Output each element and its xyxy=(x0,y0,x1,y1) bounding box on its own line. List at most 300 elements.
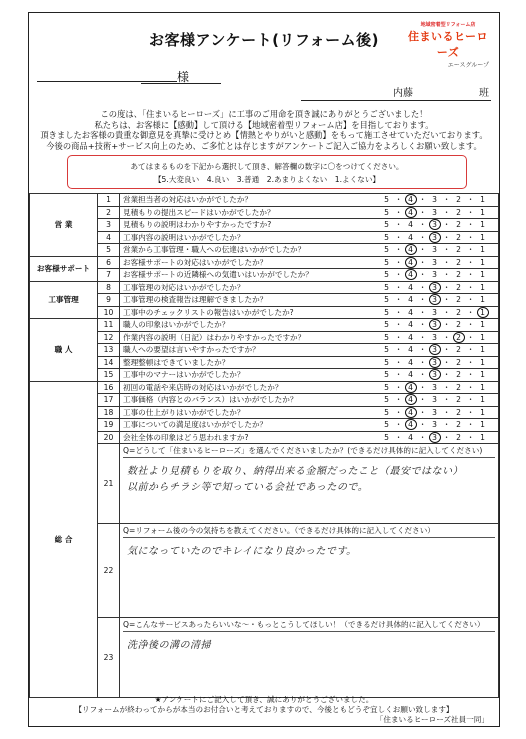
intro-line: 今後の商品+技術+サービス向上のため、ご多忙とは存じますがアンケートご記入ご協力をよろしくお願い致します。 xyxy=(46,140,482,151)
rating-separator: ・ xyxy=(418,320,427,330)
rating-separator: ・ xyxy=(442,232,451,242)
rating-option: 1 xyxy=(480,320,485,330)
rating-option: 5 xyxy=(384,320,389,330)
question-number: 16 xyxy=(98,381,120,394)
rating-separator: ・ xyxy=(418,420,427,430)
free-answer-cell xyxy=(120,618,499,698)
rating-option: 4 xyxy=(408,345,413,355)
rating-separator: ・ xyxy=(418,220,427,230)
rating-option: 1 xyxy=(480,195,485,205)
category-support: お客様サポート xyxy=(30,256,98,281)
rating-option: 5 xyxy=(384,432,389,442)
rating-options xyxy=(375,331,499,344)
rating-option: 2 xyxy=(456,432,461,442)
rating-separator: ・ xyxy=(466,232,475,242)
question-text: 職人の印象はいかがでしたか？ xyxy=(120,319,375,332)
rating-separator: ・ xyxy=(466,320,475,330)
rating-separator: ・ xyxy=(418,295,427,305)
rating-separator: ・ xyxy=(466,382,475,392)
question-number: 9 xyxy=(98,294,120,307)
rating-option: 5 xyxy=(384,245,389,255)
rating-separator: ・ xyxy=(394,245,403,255)
rating-option: 2 xyxy=(456,282,461,292)
rating-options xyxy=(375,269,499,282)
question-text: 営業から工事管理・職人への伝達はいかがでしたか？ xyxy=(120,244,375,257)
rating-option-selected: 3 xyxy=(429,282,441,293)
question-number: 4 xyxy=(98,231,120,244)
rating-option: 1 xyxy=(480,345,485,355)
rating-option: 1 xyxy=(480,357,485,367)
intro-line: この度は、「住まいるヒーローズ」に工事のご用命を頂き誠にありがとうございました！ xyxy=(100,109,428,119)
rating-option-selected: 3 xyxy=(429,219,441,230)
rating-separator: ・ xyxy=(418,282,427,292)
rating-separator: ・ xyxy=(466,307,475,317)
rating-separator: ・ xyxy=(394,320,403,330)
rating-separator: ・ xyxy=(442,420,451,430)
staff-field xyxy=(301,87,491,101)
survey-sheet xyxy=(28,12,500,727)
rating-option: 2 xyxy=(456,220,461,230)
rating-separator: ・ xyxy=(442,245,451,255)
rating-separator: ・ xyxy=(394,432,403,442)
rating-separator: ・ xyxy=(394,332,403,342)
question-row xyxy=(30,381,499,394)
rating-options xyxy=(375,281,499,294)
rating-option: 1 xyxy=(480,220,485,230)
customer-honorific: 様 xyxy=(177,70,190,84)
rating-separator: ・ xyxy=(394,345,403,355)
question-number: 15 xyxy=(98,369,120,382)
question-row xyxy=(30,356,499,369)
rating-separator: ・ xyxy=(466,357,475,367)
rating-separator: ・ xyxy=(442,295,451,305)
rating-separator: ・ xyxy=(466,420,475,430)
instruction-line: あてはまるものを下記から選択して頂き、解答欄の数字に〇をつけてください。 xyxy=(130,162,404,171)
rating-separator: ・ xyxy=(394,257,403,267)
rating-option: 2 xyxy=(456,407,461,417)
question-text: お客様サポートの対応はいかがでしたか？ xyxy=(120,256,375,269)
rating-option: 1 xyxy=(480,207,485,217)
rating-option: 2 xyxy=(456,420,461,430)
footer xyxy=(29,695,499,725)
rating-separator: ・ xyxy=(466,370,475,380)
rating-option: 1 xyxy=(480,382,485,392)
rating-separator: ・ xyxy=(442,332,451,342)
rating-option: 1 xyxy=(480,270,485,280)
rating-option: 1 xyxy=(480,245,485,255)
rating-option: 1 xyxy=(480,370,485,380)
rating-option-selected: 1 xyxy=(477,307,489,318)
rating-separator: ・ xyxy=(466,282,475,292)
footer-signature: 「住まいるヒーローズ社員一同」 xyxy=(375,715,489,724)
rating-separator: ・ xyxy=(418,207,427,217)
rating-option-selected: 4 xyxy=(405,194,417,205)
rating-separator: ・ xyxy=(394,370,403,380)
rating-option: 2 xyxy=(456,395,461,405)
rating-separator: ・ xyxy=(466,332,475,342)
question-number: 19 xyxy=(98,419,120,432)
rating-separator: ・ xyxy=(418,357,427,367)
question-row xyxy=(30,431,499,444)
rating-option: 2 xyxy=(456,270,461,280)
question-row xyxy=(30,219,499,232)
footer-thanks: ★アンケートにご記入して頂き、誠にありがとうございました。 xyxy=(154,695,374,704)
question-text: 工事の仕上がりはいかがでしたか？ xyxy=(120,406,375,419)
rating-option: 3 xyxy=(432,382,437,392)
rating-separator: ・ xyxy=(442,382,451,392)
rating-option-selected: 4 xyxy=(405,269,417,280)
rating-option: 5 xyxy=(384,332,389,342)
question-text: 工事中のチェックリストの報告はいかがでしたか? xyxy=(120,306,375,319)
rating-option: 3 xyxy=(432,207,437,217)
question-row xyxy=(30,344,499,357)
rating-option-selected: 4 xyxy=(405,394,417,405)
rating-separator: ・ xyxy=(394,357,403,367)
rating-option: 5 xyxy=(384,220,389,230)
question-number: 21 xyxy=(98,444,120,524)
free-question-row xyxy=(30,618,499,698)
rating-option: 3 xyxy=(432,270,437,280)
staff-name: 内藤 xyxy=(393,88,413,99)
rating-option-selected: 3 xyxy=(429,357,441,368)
intro-line: 私たちは、お客様に【感動】して頂ける【地域密着型リフォーム店】を目指しております。 xyxy=(94,119,434,130)
rating-options xyxy=(375,419,499,432)
rating-option: 4 xyxy=(408,220,413,230)
question-number: 1 xyxy=(98,194,120,207)
rating-separator: ・ xyxy=(466,407,475,417)
question-number: 7 xyxy=(98,269,120,282)
rating-options xyxy=(375,431,499,444)
rating-separator: ・ xyxy=(466,220,475,230)
rating-option: 4 xyxy=(408,282,413,292)
rating-option: 4 xyxy=(408,432,413,442)
rating-option-selected: 3 xyxy=(429,369,441,380)
rating-separator: ・ xyxy=(418,232,427,242)
rating-separator: ・ xyxy=(418,270,427,280)
rating-separator: ・ xyxy=(418,345,427,355)
rating-separator: ・ xyxy=(442,320,451,330)
rating-separator: ・ xyxy=(418,245,427,255)
rating-options xyxy=(375,194,499,207)
question-number: 10 xyxy=(98,306,120,319)
rating-options xyxy=(375,394,499,407)
rating-option: 3 xyxy=(432,420,437,430)
question-row xyxy=(30,231,499,244)
rating-separator: ・ xyxy=(442,370,451,380)
rating-option: 2 xyxy=(456,295,461,305)
rating-separator: ・ xyxy=(418,432,427,442)
rating-separator: ・ xyxy=(466,257,475,267)
question-number: 14 xyxy=(98,356,120,369)
rating-separator: ・ xyxy=(394,207,403,217)
question-row xyxy=(30,319,499,332)
rating-option: 3 xyxy=(432,257,437,267)
rating-separator: ・ xyxy=(418,407,427,417)
rating-options xyxy=(375,406,499,419)
question-row xyxy=(30,306,499,319)
rating-separator: ・ xyxy=(466,432,475,442)
rating-option: 4 xyxy=(408,370,413,380)
question-text: 職人への要望は言いやすかったですか？ xyxy=(120,344,375,357)
rating-option-selected: 3 xyxy=(429,344,441,355)
rating-option: 2 xyxy=(456,382,461,392)
rating-options xyxy=(375,319,499,332)
logo-group: エースグループ xyxy=(447,62,489,69)
question-number: 6 xyxy=(98,256,120,269)
rating-separator: ・ xyxy=(442,270,451,280)
instruction-box xyxy=(67,155,467,189)
question-number: 23 xyxy=(98,618,120,698)
rating-option-selected: 3 xyxy=(429,294,441,305)
question-number: 18 xyxy=(98,406,120,419)
customer-name-line xyxy=(37,81,177,82)
rating-separator: ・ xyxy=(442,432,451,442)
question-row xyxy=(30,206,499,219)
question-text: 整理整頓はできていましたか？ xyxy=(120,356,375,369)
question-text: 工事管理の対応はいかがでしたか？ xyxy=(120,281,375,294)
question-row xyxy=(30,394,499,407)
question-number: 13 xyxy=(98,344,120,357)
question-row xyxy=(30,419,499,432)
rating-option: 3 xyxy=(432,407,437,417)
company-logo xyxy=(407,21,489,69)
category-sales: 営 業 xyxy=(30,194,98,257)
handwritten-line: 数社より見積もりを取り、納得出来る金額だったこと（最安ではない） xyxy=(127,466,463,477)
rating-options xyxy=(375,381,499,394)
rating-option: 2 xyxy=(456,320,461,330)
rating-separator: ・ xyxy=(466,345,475,355)
category-construction: 工事管理 xyxy=(30,281,98,319)
question-number: 20 xyxy=(98,431,120,444)
question-row xyxy=(30,294,499,307)
question-table xyxy=(29,193,499,698)
rating-option: 5 xyxy=(384,207,389,217)
free-answer-cell xyxy=(120,524,499,618)
rating-option: 4 xyxy=(408,320,413,330)
rating-option: 3 xyxy=(432,332,437,342)
rating-option: 4 xyxy=(408,357,413,367)
rating-separator: ・ xyxy=(418,332,427,342)
rating-option: 2 xyxy=(456,195,461,205)
rating-separator: ・ xyxy=(418,382,427,392)
rating-separator: ・ xyxy=(442,357,451,367)
question-number: 8 xyxy=(98,281,120,294)
rating-separator: ・ xyxy=(394,282,403,292)
rating-option-selected: 4 xyxy=(405,419,417,430)
rating-option: 5 xyxy=(384,407,389,417)
rating-separator: ・ xyxy=(394,307,403,317)
rating-options xyxy=(375,219,499,232)
rating-options xyxy=(375,256,499,269)
rating-separator: ・ xyxy=(418,257,427,267)
rating-option-selected: 3 xyxy=(429,319,441,330)
rating-separator: ・ xyxy=(418,395,427,405)
footer-message: 【リフォームが終わってからが本当のお付合いと考えておりますので、今後ともどうぞ宜しくお願い致します】 xyxy=(74,705,454,714)
rating-option: 1 xyxy=(480,257,485,267)
rating-option: 5 xyxy=(384,370,389,380)
question-number: 22 xyxy=(98,524,120,618)
rating-option: 2 xyxy=(456,307,461,317)
rating-option: 2 xyxy=(456,345,461,355)
rating-option-selected: 3 xyxy=(429,232,441,243)
rating-separator: ・ xyxy=(394,220,403,230)
rating-separator: ・ xyxy=(442,282,451,292)
question-number: 17 xyxy=(98,394,120,407)
rating-option: 1 xyxy=(480,432,485,442)
rating-option-selected: 4 xyxy=(405,244,417,255)
rating-separator: ・ xyxy=(442,395,451,405)
rating-option: 4 xyxy=(408,307,413,317)
question-row xyxy=(30,269,499,282)
question-row xyxy=(30,331,499,344)
question-row xyxy=(30,256,499,269)
question-text: 工事内容の説明はいかがでしたか？ xyxy=(120,231,375,244)
free-question-row xyxy=(30,444,499,524)
rating-option-selected: 4 xyxy=(405,407,417,418)
question-number: 12 xyxy=(98,331,120,344)
rating-option: 1 xyxy=(480,282,485,292)
rating-separator: ・ xyxy=(442,307,451,317)
rating-option: 3 xyxy=(432,245,437,255)
free-question-label: Q=こんなサービスあったらいいな〜・もっとこうしてほしい！（できるだけ具体的に記入してください） xyxy=(123,619,495,632)
rating-option: 2 xyxy=(456,370,461,380)
rating-option: 1 xyxy=(480,420,485,430)
free-question-label: Q=どうして「住まいるヒーローズ」を選んでくださいましたか？(できるだけ具体的に記入してください) xyxy=(123,445,495,458)
handwritten-line: 洗浄後の溝の清掃 xyxy=(127,640,211,651)
rating-legend: 【5.大変良い 4.良い 3.普通 2.あまりよくない 1.よくない】 xyxy=(153,175,381,184)
rating-separator: ・ xyxy=(394,295,403,305)
rating-separator: ・ xyxy=(442,345,451,355)
rating-options xyxy=(375,231,499,244)
question-number: 5 xyxy=(98,244,120,257)
rating-separator: ・ xyxy=(394,195,403,205)
rating-option: 5 xyxy=(384,395,389,405)
intro-text xyxy=(29,109,499,151)
rating-option: 3 xyxy=(432,195,437,205)
rating-option: 2 xyxy=(456,357,461,367)
rating-separator: ・ xyxy=(442,407,451,417)
question-text: 営業担当者の対応はいかがでしたか？ xyxy=(120,194,375,207)
rating-separator: ・ xyxy=(466,295,475,305)
rating-option-selected: 4 xyxy=(405,257,417,268)
rating-option: 5 xyxy=(384,357,389,367)
question-row xyxy=(30,194,499,207)
question-text: 初回の電話や来店時の対応はいかがでしたか？ xyxy=(120,381,375,394)
rating-option: 5 xyxy=(384,195,389,205)
staff-suffix: 班 xyxy=(479,88,489,99)
rating-option: 5 xyxy=(384,420,389,430)
rating-option: 5 xyxy=(384,295,389,305)
rating-options xyxy=(375,356,499,369)
rating-options xyxy=(375,344,499,357)
question-number: 2 xyxy=(98,206,120,219)
question-number: 11 xyxy=(98,319,120,332)
rating-separator: ・ xyxy=(394,407,403,417)
rating-option: 1 xyxy=(480,295,485,305)
rating-option: 5 xyxy=(384,307,389,317)
question-text: 作業内容の説明（日記）はわかりやすかったですか？ xyxy=(120,331,375,344)
question-text: 工事中のマナーはいかがでしたか？ xyxy=(120,369,375,382)
rating-options xyxy=(375,369,499,382)
handwritten-answer xyxy=(127,544,495,560)
rating-option: 5 xyxy=(384,270,389,280)
rating-option: 2 xyxy=(456,207,461,217)
question-text: 見積もりの説明はわかりやすかったですか? xyxy=(120,219,375,232)
handwritten-line: 以前からチラシ等で知っている会社であったので。 xyxy=(127,482,369,493)
rating-option-selected: 2 xyxy=(453,332,465,343)
rating-option: 2 xyxy=(456,257,461,267)
rating-separator: ・ xyxy=(394,270,403,280)
question-text: お客様サポートの近隣様への気遣いはいかがでしたか？ xyxy=(120,269,375,282)
rating-separator: ・ xyxy=(394,420,403,430)
category-overall: 総 合 xyxy=(30,381,98,698)
rating-option: 2 xyxy=(456,245,461,255)
rating-separator: ・ xyxy=(394,395,403,405)
intro-line: 頂きましたお客様の貴重な御意見を真摯に受けとめ【情熱とやりがいと感動】をもって施工させていただいております。 xyxy=(40,130,488,141)
handwritten-answer xyxy=(127,638,495,654)
rating-option: 1 xyxy=(480,395,485,405)
rating-option: 4 xyxy=(408,332,413,342)
rating-option: 4 xyxy=(408,295,413,305)
rating-option: 1 xyxy=(480,407,485,417)
question-row xyxy=(30,244,499,257)
free-question-label: Q=リフォーム後の今の気持ちを教えてください。（できるだけ具体的に記入してください） xyxy=(123,525,495,538)
rating-separator: ・ xyxy=(394,382,403,392)
rating-options xyxy=(375,206,499,219)
rating-options xyxy=(375,294,499,307)
question-text: 工事価格（内容とのバランス）はいかがでしたか？ xyxy=(120,394,375,407)
rating-separator: ・ xyxy=(466,195,475,205)
rating-option-selected: 4 xyxy=(405,382,417,393)
question-text: 見積もりの提出スピードはいかがでしたか？ xyxy=(120,206,375,219)
rating-option: 3 xyxy=(432,307,437,317)
rating-options xyxy=(375,306,499,319)
rating-separator: ・ xyxy=(466,245,475,255)
rating-option: 1 xyxy=(480,332,485,342)
rating-option: 5 xyxy=(384,282,389,292)
handwritten-line: 気になっていたのでキレイになり良かったです。 xyxy=(127,546,357,557)
rating-separator: ・ xyxy=(442,220,451,230)
rating-option: 3 xyxy=(432,395,437,405)
rating-separator: ・ xyxy=(442,195,451,205)
rating-separator: ・ xyxy=(418,307,427,317)
rating-separator: ・ xyxy=(418,370,427,380)
question-number: 3 xyxy=(98,219,120,232)
rating-separator: ・ xyxy=(466,207,475,217)
free-question-row xyxy=(30,524,499,618)
question-row xyxy=(30,369,499,382)
rating-option: 5 xyxy=(384,345,389,355)
page-title: お客様アンケート(リフォーム後) xyxy=(148,31,380,49)
rating-option: 5 xyxy=(384,382,389,392)
rating-options xyxy=(375,244,499,257)
rating-separator: ・ xyxy=(442,257,451,267)
free-answer-cell xyxy=(120,444,499,524)
rating-option-selected: 4 xyxy=(405,207,417,218)
rating-option: 2 xyxy=(456,232,461,242)
logo-name: 住まいるヒーローズ xyxy=(407,30,489,59)
logo-tagline: 地域密着型リフォーム店 xyxy=(420,22,476,28)
question-text: 会社全体の印象はどう思われますか? xyxy=(120,431,375,444)
rating-separator: ・ xyxy=(394,232,403,242)
rating-separator: ・ xyxy=(418,195,427,205)
rating-option-selected: 3 xyxy=(429,432,441,443)
question-text: 工事についての満足度はいかがでしたか？ xyxy=(120,419,375,432)
rating-separator: ・ xyxy=(466,270,475,280)
handwritten-answer xyxy=(127,464,495,496)
rating-option: 5 xyxy=(384,232,389,242)
rating-option: 5 xyxy=(384,257,389,267)
